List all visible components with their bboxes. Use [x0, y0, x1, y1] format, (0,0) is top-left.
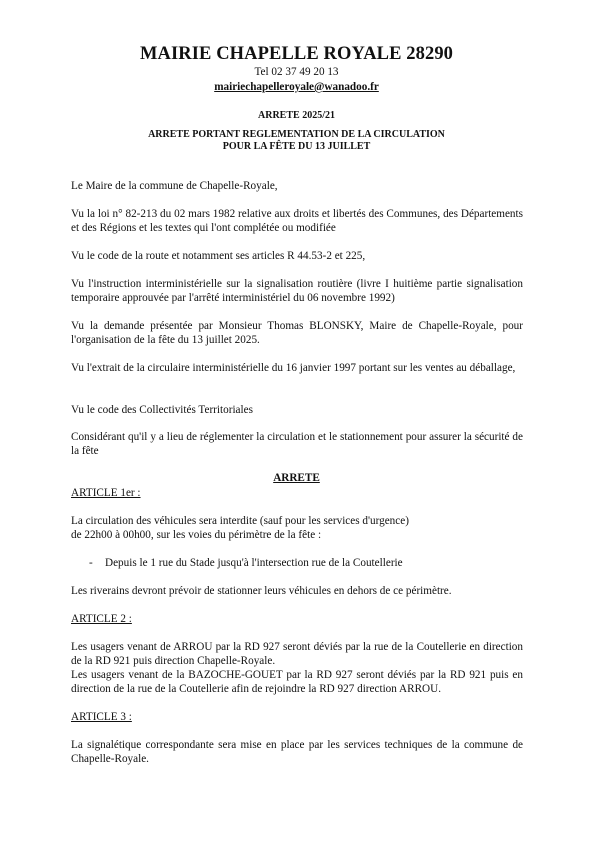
article-2-para-2: Les usagers venant de la BAZOCHE-GOUET par la RD 927 seront déviés par la RD 921 puis en direction de la rue de la Coutellerie afin de rejoindre la RD 927 direction ARROU.	[71, 669, 523, 695]
subject-line-2: POUR LA FÊTE DU 13 JUILLET	[222, 141, 371, 152]
article-1-bullet	[89, 556, 529, 570]
telephone: Tel 02 37 49 20 13	[254, 66, 339, 78]
article-2-heading: ARTICLE 2 :	[71, 613, 132, 625]
email-link[interactable]: mairiechapelleroyale@wanadoo.fr	[214, 81, 379, 93]
preamble-considerant: Considérant qu'il y a lieu de réglementer la circulation et le stationnement pour assurer la sécurité de la fête	[71, 431, 523, 457]
preamble-vu-demande: Vu la demande présentée par Monsieur Thomas BLONSKY, Maire de Chapelle-Royale, pour l'organisation de la fête du 13 juillet 2025.	[71, 320, 523, 346]
preamble-vu-circulaire: Vu l'extrait de la circulaire interministérielle du 16 janvier 1997 portant sur les ventes au déballage,	[71, 362, 516, 374]
mairie-title: MAIRIE CHAPELLE ROYALE 28290	[139, 44, 454, 64]
bullet-dash: -	[89, 557, 93, 569]
arrete-subject	[0, 129, 593, 153]
article-3-heading: ARTICLE 3 :	[71, 711, 132, 723]
article-2-para-1: Les usagers venant de ARROU par la RD 927 seront déviés par la rue de la Coutellerie en direction de la RD 921 puis direction Chapelle-Royale.	[71, 641, 523, 667]
preamble-vu-loi: Vu la loi n° 82-213 du 02 mars 1982 relative aux droits et libertés des Communes, des Départements et des Régions et les textes qui l'ont complétée ou modifiée	[71, 208, 523, 234]
preamble-intro: Le Maire de la commune de Chapelle-Royale,	[71, 180, 278, 192]
article-1-line-1: La circulation des véhicules sera interdite (sauf pour les services d'urgence)	[71, 515, 409, 527]
subject-line-1: ARRETE PORTANT REGLEMENTATION DE LA CIRCULATION	[148, 129, 445, 140]
article-1-heading: ARTICLE 1er :	[71, 487, 141, 499]
preamble-vu-instruction: Vu l'instruction interministérielle sur la signalisation routière (livre I huitième partie signalisation temporaire approuvée par l'arrêté interministériel du 06 novembre 1992)	[71, 278, 523, 304]
bullet-text: Depuis le 1 rue du Stade jusqu'à l'intersection rue de la Coutellerie	[105, 557, 403, 569]
article-3-para-1: La signalétique correspondante sera mise en place par les services techniques de la commune de Chapelle-Royale.	[71, 739, 523, 765]
arrete-number: ARRETE 2025/21	[258, 110, 335, 121]
article-1-riverains: Les riverains devront prévoir de stationner leurs véhicules en dehors de ce périmètre.	[71, 585, 452, 597]
preamble-vu-cgct: Vu le code des Collectivités Territoriales	[71, 404, 253, 416]
preamble-vu-code-route: Vu le code de la route et notamment ses articles R 44.53-2 et 225,	[71, 250, 366, 262]
article-1-line-2: de 22h00 à 00h00, sur les voies du périmètre de la fête :	[71, 529, 322, 541]
arrete-heading: ARRETE	[273, 472, 320, 484]
